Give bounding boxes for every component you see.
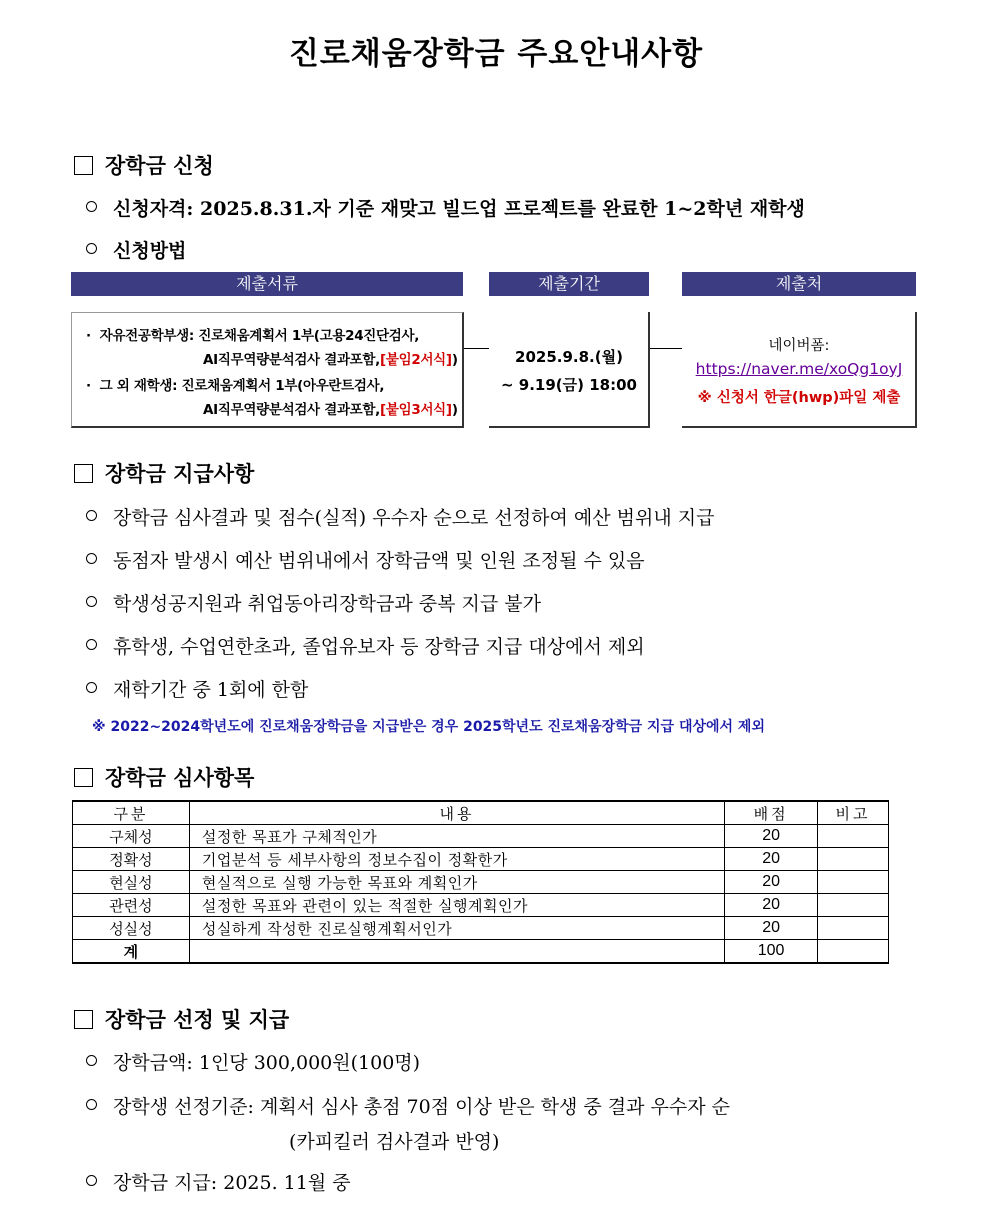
checkbox-square-icon xyxy=(74,768,93,787)
col-header-remarks: 비고 xyxy=(818,801,889,825)
selection-criteria-item xyxy=(86,1092,730,1119)
docs-b-line1: 진로채움계획서 1부(아우란트검사, xyxy=(181,378,385,394)
table-row xyxy=(73,825,889,848)
bullet-circle-icon xyxy=(86,1055,97,1066)
selection-date-item xyxy=(86,1168,351,1195)
cell-score: 20 xyxy=(725,871,818,894)
cell-total-label: 계 xyxy=(73,940,190,964)
checkbox-square-icon xyxy=(74,156,93,175)
payment-text: 장학금 심사결과 및 점수(실적) 우수자 순으로 선정하여 예산 범위내 지급 xyxy=(113,507,715,529)
cell-remarks xyxy=(818,894,889,917)
cell-content: 현실적으로 실행 가능한 목표와 계획인가 xyxy=(189,871,724,894)
cell-content: 설정한 목표가 구체적인가 xyxy=(189,825,724,848)
payment-item xyxy=(86,546,645,573)
cell-category: 관련성 xyxy=(73,894,190,917)
bullet-circle-icon xyxy=(86,596,97,607)
bullet-circle-icon xyxy=(86,243,97,254)
header-period: 제출기간 xyxy=(489,272,649,296)
eligibility-text: 신청자격: 2025.8.31.자 기준 재맞고 빌드업 프로젝트를 완료한 1~2학년 재학생 xyxy=(113,198,805,220)
cell-score: 20 xyxy=(725,917,818,940)
cell-total-score: 100 xyxy=(725,940,818,964)
bullet-circle-icon xyxy=(86,639,97,650)
period-start: 2025.9.8.(월) xyxy=(515,348,623,366)
table-row xyxy=(73,871,889,894)
cell-score: 20 xyxy=(725,894,818,917)
bullet-circle-icon xyxy=(86,682,97,693)
col-header-content: 내용 xyxy=(189,801,724,825)
cell-category: 성실성 xyxy=(73,917,190,940)
method-text: 신청방법 xyxy=(113,240,187,262)
bullet-circle-icon xyxy=(86,553,97,564)
col-header-score: 배점 xyxy=(725,801,818,825)
period-panel xyxy=(489,312,650,428)
section-payment-label: 장학금 지급사항 xyxy=(105,462,255,486)
review-table xyxy=(72,800,889,964)
table-row xyxy=(73,917,889,940)
cell-category: 현실성 xyxy=(73,871,190,894)
payment-text: 재학기간 중 1회에 한함 xyxy=(113,679,309,701)
section-payment-heading xyxy=(74,458,254,488)
table-row xyxy=(73,848,889,871)
section-apply-heading xyxy=(74,150,214,180)
page-title: 진로채움장학금 주요안내사항 xyxy=(288,36,704,72)
payment-item xyxy=(86,675,308,702)
docs-a-line2: AI직무역량분석검사 결과포함, xyxy=(203,352,380,368)
connector-line xyxy=(650,348,682,349)
selection-date-text: 장학금 지급: 2025. 11월 중 xyxy=(113,1172,351,1194)
cell-remarks xyxy=(818,871,889,894)
col-header-category: 구분 xyxy=(73,801,190,825)
docs-line-a2 xyxy=(203,348,458,368)
section-apply-label: 장학금 신청 xyxy=(105,154,214,178)
cell-remarks xyxy=(818,848,889,871)
cell-remarks xyxy=(818,825,889,848)
destination-form-label: 네이버폼: xyxy=(768,338,830,354)
selection-criteria-sub: (카피킬러 검사결과 반영) xyxy=(289,1131,500,1153)
docs-line-b1: · 그 외 재학생: 진로채움계획서 1부(아우란트검사, xyxy=(86,378,385,394)
payment-note: ※ 2022~2024학년도에 진로채움장학금을 지급받은 경우 2025학년도 진로채움장학금 지급 대상에서 제외 xyxy=(92,719,765,735)
eligibility-item xyxy=(86,194,805,221)
period-end: ~ 9.19(금) 18:00 xyxy=(501,376,637,394)
bullet-circle-icon xyxy=(86,201,97,212)
docs-a-attach: [붙임2서식] xyxy=(380,352,452,368)
selection-amount-item xyxy=(86,1048,420,1075)
bullet-circle-icon xyxy=(86,510,97,521)
docs-b-label: 그 외 재학생: xyxy=(99,378,178,394)
payment-text: 휴학생, 수업연한초과, 졸업유보자 등 장학금 지급 대상에서 제외 xyxy=(113,636,645,658)
selection-amount-text: 장학금액: 1인당 300,000원(100명) xyxy=(113,1052,421,1074)
cell-category: 정확성 xyxy=(73,848,190,871)
cell-content: 성실하게 작성한 진로실행계획서인가 xyxy=(189,917,724,940)
header-documents: 제출서류 xyxy=(71,272,463,296)
cell-score: 20 xyxy=(725,848,818,871)
table-row xyxy=(73,894,889,917)
cell-score: 20 xyxy=(725,825,818,848)
section-selection-label: 장학금 선정 및 지급 xyxy=(105,1008,290,1032)
payment-text: 학생성공지원과 취업동아리장학금과 중복 지급 불가 xyxy=(113,593,541,615)
bullet-circle-icon xyxy=(86,1175,97,1186)
docs-b-line2: AI직무역량분석검사 결과포함, xyxy=(203,402,380,418)
destination-link[interactable]: https://naver.me/xoQg1oyJ xyxy=(695,360,903,378)
docs-line-a1: · 자유전공학부생: 진로채움계획서 1부(고용24진단검사, xyxy=(86,328,420,344)
section-selection-heading xyxy=(74,1004,289,1034)
checkbox-square-icon xyxy=(74,1010,93,1029)
payment-item xyxy=(86,632,645,659)
cell-empty xyxy=(189,940,724,964)
header-destination: 제출처 xyxy=(682,272,916,296)
table-header-row xyxy=(73,801,889,825)
docs-b-attach: [붙임3서식] xyxy=(380,402,452,418)
cell-category: 구체성 xyxy=(73,825,190,848)
docs-a-line1: 진로채움계획서 1부(고용24진단검사, xyxy=(198,328,420,344)
docs-line-b2 xyxy=(203,398,458,418)
cell-empty xyxy=(818,940,889,964)
cell-content: 설정한 목표와 관련이 있는 적절한 실행계획인가 xyxy=(189,894,724,917)
payment-item xyxy=(86,503,714,530)
payment-item xyxy=(86,589,541,616)
bullet-circle-icon xyxy=(86,1099,97,1110)
table-total-row xyxy=(73,940,889,964)
cell-remarks xyxy=(818,917,889,940)
connector-line xyxy=(464,348,489,349)
section-review-heading xyxy=(74,762,254,792)
method-item xyxy=(86,236,186,263)
selection-criteria-text: 장학생 선정기준: 계획서 심사 총점 70점 이상 받은 학생 중 결과 우수자 순 xyxy=(113,1096,730,1118)
payment-text: 동점자 발생시 예산 범위내에서 장학금액 및 인원 조정될 수 있음 xyxy=(113,550,645,572)
docs-a-close: ) xyxy=(451,352,458,368)
docs-a-label: 자유전공학부생: xyxy=(99,328,194,344)
destination-note: ※ 신청서 한글(hwp)파일 제출 xyxy=(697,390,901,406)
checkbox-square-icon xyxy=(74,464,93,483)
docs-b-close: ) xyxy=(451,402,458,418)
section-review-label: 장학금 심사항목 xyxy=(105,766,255,790)
cell-content: 기업분석 등 세부사항의 정보수집이 정확한가 xyxy=(189,848,724,871)
